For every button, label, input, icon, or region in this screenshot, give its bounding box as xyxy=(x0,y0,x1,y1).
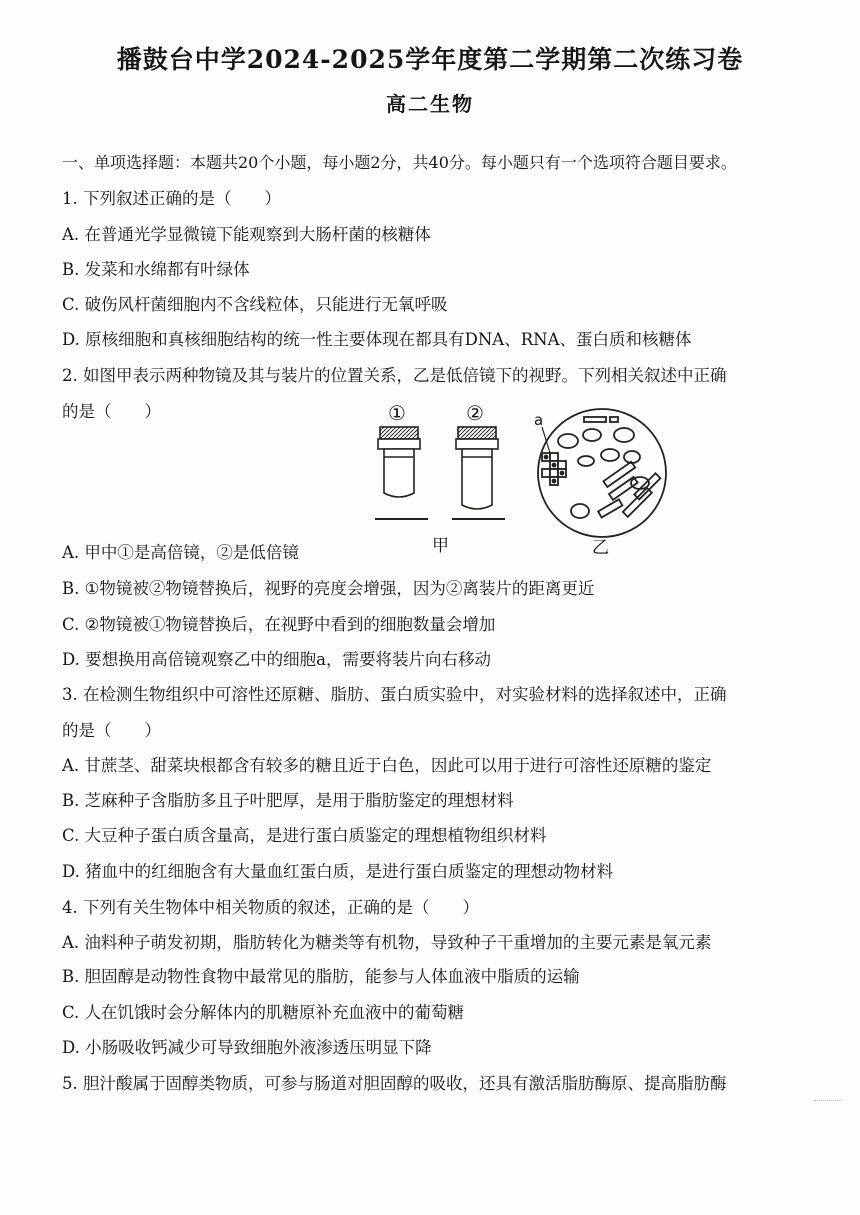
microscope-figure xyxy=(370,401,680,558)
question-3-option-b: B. 芝麻种子含脂肪多且子叶肥厚，是用于脂肪鉴定的理想材料 xyxy=(62,791,514,810)
question-1-option-a: A. 在普通光学显微镜下能观察到大肠杆菌的核糖体 xyxy=(62,225,431,244)
question-4-option-d: D. 小肠吸收钙减少可导致细胞外液渗透压明显下降 xyxy=(62,1038,432,1057)
question-2-option-d: D. 要想换用高倍镜观察乙中的细胞a，需要将装片向右移动 xyxy=(62,650,491,669)
objective-1 xyxy=(378,427,420,497)
question-1-option-b: B. 发菜和水绵都有叶绿体 xyxy=(62,260,250,279)
figure-caption-jia: 甲 xyxy=(432,536,449,556)
question-2-option-b: B. ①物镜被②物镜替换后，视野的亮度会增强，因为②离装片的距离更近 xyxy=(62,579,595,598)
cell-a-cluster xyxy=(542,453,566,485)
question-2-cont: 的是（ ） xyxy=(62,402,161,421)
page-subtitle: 高二生物 xyxy=(386,92,474,116)
question-1-option-d: D. 原核细胞和真核细胞结构的统一性主要体现在都具有DNA、RNA、蛋白质和核糖体 xyxy=(62,330,692,349)
question-2-option-c: C. ②物镜被①物镜替换后，在视野中看到的细胞数量会增加 xyxy=(62,615,496,634)
question-3-option-d: D. 猪血中的红细胞含有大量血红蛋白质，是进行蛋白质鉴定的理想动物材料 xyxy=(62,862,614,881)
section-heading: 一、单项选择题：本题共20个小题，每小题2分，共40分。每小题只有一个选项符合题目要求。 xyxy=(62,153,737,172)
question-4-option-b: B. 胆固醇是动物性食物中最常见的脂肪，能参与人体血液中脂质的运输 xyxy=(62,967,580,986)
question-1: 1. 下列叙述正确的是（ ） xyxy=(62,189,281,208)
question-2: 2. 如图甲表示两种物镜及其与装片的位置关系，乙是低倍镜下的视野。下列相关叙述中正确 xyxy=(62,366,727,385)
scan-mark xyxy=(814,1100,842,1109)
question-2-option-a: A. 甲中①是高倍镜，②是低倍镜 xyxy=(62,543,299,562)
objective-lens-diagram xyxy=(370,405,680,555)
question-1-option-c: C. 破伤风杆菌细胞内不含线粒体，只能进行无氧呼吸 xyxy=(62,295,448,314)
question-4-option-c: C. 人在饥饿时会分解体内的肌糖原补充血液中的葡萄糖 xyxy=(62,1003,465,1022)
page-title: 播鼓台中学2024-2025学年度第二学期第二次练习卷 xyxy=(116,45,744,74)
objective-2-label: ② xyxy=(466,401,484,425)
field-of-view xyxy=(538,409,666,537)
question-3: 3. 在检测生物组织中可溶性还原糖、脂肪、蛋白质实验中，对实验材料的选择叙述中，正确 xyxy=(62,685,727,704)
question-3-cont: 的是（ ） xyxy=(62,721,161,740)
question-3-option-c: C. 大豆种子蛋白质含量高，是进行蛋白质鉴定的理想植物组织材料 xyxy=(62,826,547,845)
cell-a-label: a xyxy=(534,411,544,429)
question-3-option-a: A. 甘蔗茎、甜菜块根都含有较多的糖且近于白色，因此可以用于进行可溶性还原糖的鉴定 xyxy=(62,756,712,775)
question-5: 5. 胆汁酸属于固醇类物质，可参与肠道对胆固醇的吸收，还具有激活脂肪酶原、提高脂肪酶 xyxy=(62,1074,727,1093)
question-4: 4. 下列有关生物体中相关物质的叙述，正确的是（ ） xyxy=(62,898,479,917)
figure-caption-yi: 乙 xyxy=(592,538,609,558)
objective-1-label: ① xyxy=(388,401,406,425)
question-4-option-a: A. 油料种子萌发初期，脂肪转化为糖类等有机物，导致种子干重增加的主要元素是氧元素 xyxy=(62,933,712,952)
objective-2 xyxy=(456,427,498,509)
